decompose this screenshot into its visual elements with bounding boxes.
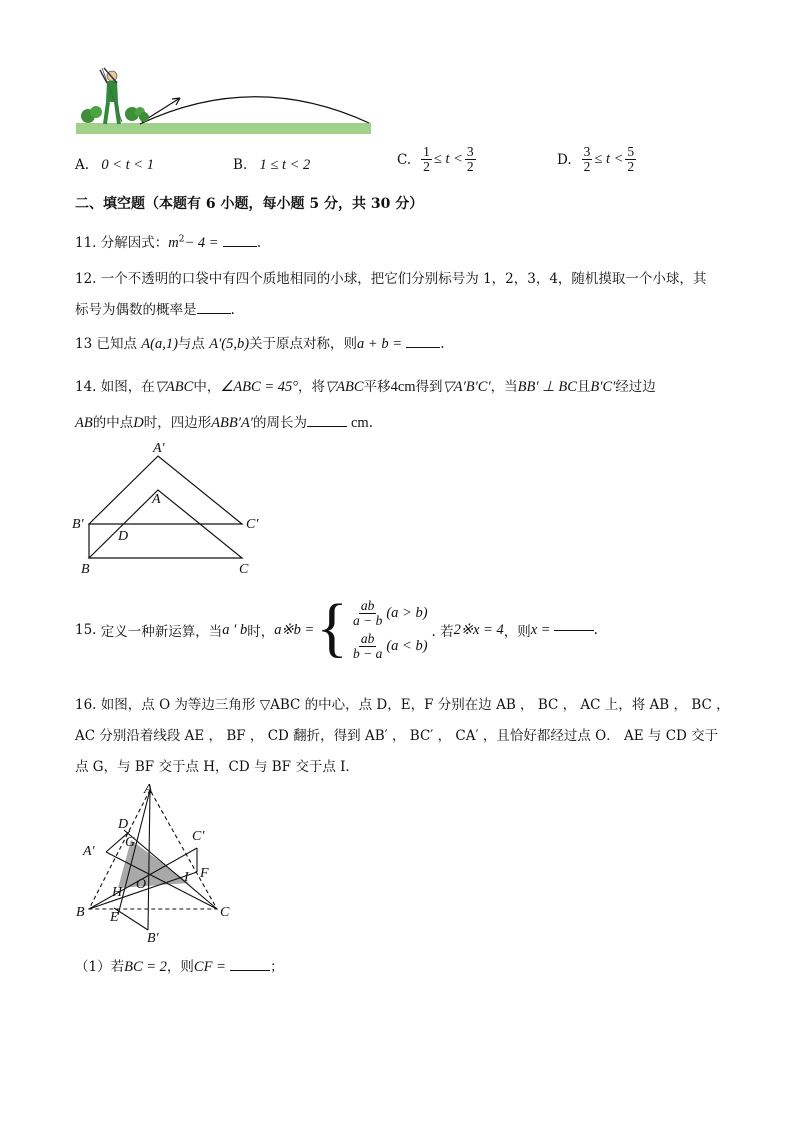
option-d-label: D. [557, 151, 572, 168]
label-G: G [125, 835, 136, 850]
label-A: A [152, 492, 161, 507]
answer-blank-15[interactable] [554, 630, 594, 631]
option-c-upper-fraction: $\frac{3}{2}$ [466, 144, 474, 175]
label-A1: A′ [153, 441, 165, 456]
label-B: B [76, 905, 85, 920]
label-C: C [220, 905, 230, 920]
piecewise-brace: { [316, 591, 348, 664]
label-C1: C′ [246, 517, 259, 532]
option-c-label: C. [397, 151, 412, 168]
question-15: 15. 定义一种新运算，当 a ′ b 时， a※b = { $\frac{ab}{a - b}$ (a > b) $\frac{ab}{b - a}$ (a < b) . 若 2※x = 4 ，则 x = . [75, 591, 598, 664]
grass-strip [76, 123, 371, 134]
section-heading: 二、填空题（本题有 6 小题，每小题 5 分，共 30 分） [75, 196, 424, 212]
label-B: B [81, 562, 90, 577]
label-H: H [112, 885, 123, 900]
option-a-label: A. [75, 157, 90, 173]
answer-blank-12[interactable] [197, 313, 231, 314]
label-C: C [239, 562, 249, 577]
label-B1: B′ [72, 517, 84, 532]
answer-blank-14[interactable] [307, 426, 347, 427]
question-14: 14. 如图，在▽ABC中，∠ABC = 45°，将▽ABC平移4cm得到▽A′B′C′，当BB′ ⊥ BC且B′C′经过边 [75, 379, 656, 395]
answer-blank-11[interactable] [223, 246, 257, 247]
option-b-expr: 1 ≤ t < 2 [259, 157, 311, 173]
label-A1: A′ [83, 844, 95, 859]
q14-figure [66, 440, 276, 580]
ball-trajectory [140, 97, 369, 124]
question-16-line2: AC 分别沿着线段 AE ， BF ， CD 翻折，得到 AB′ ， BC′ ， CA′ ，且恰好都经过点 O． AE 与 CD 交于 [75, 728, 719, 744]
label-D: D [118, 817, 129, 832]
triangle-a1b1c1 [89, 456, 242, 524]
answer-blank-16-1[interactable] [230, 970, 270, 971]
label-D: D [118, 529, 129, 544]
q16-figure [74, 780, 249, 945]
option-d [557, 145, 638, 174]
question-16-line1: 16. 如图，点 O 为等边三角形 ▽ABC 的中心，点 D，E，F 分别在边 AB ， BC ， AC 上，将 AB ， BC ， [75, 697, 730, 713]
answer-blank-13[interactable] [406, 347, 440, 348]
label-O: O [136, 877, 147, 892]
question-12-line2: 标号为偶数的概率是 . [75, 302, 235, 318]
question-16-sub1: （1）若BC = 2，则CF = ； [75, 959, 284, 975]
label-E: E [110, 910, 119, 925]
option-b [233, 157, 310, 174]
option-a-expr: 0 < t < 1 [101, 157, 154, 173]
label-C1: C′ [192, 829, 205, 844]
golf-trajectory-figure [74, 62, 374, 138]
question-16-line3: 点 G，与 BF 交于点 H，CD 与 BF 交于点 I． [75, 759, 359, 775]
question-14-line2: AB的中点D时，四边形ABB′A′的周长为 cm. [75, 415, 373, 431]
option-d-lower-fraction: $\frac{3}{2}$ [583, 144, 591, 175]
question-12: 12. 一个不透明的口袋中有四个质地相同的小球，把它们分别标号为 1，2，3，4，随机摸取一个小球，其 [75, 271, 707, 287]
golfer-icon [100, 68, 122, 124]
arrow-head-icon [172, 98, 180, 105]
segment-b1e [114, 908, 148, 930]
option-d-mid: ≤ t < [594, 151, 624, 168]
option-a [75, 157, 154, 174]
option-c-lower-fraction: $\frac{1}{2}$ [423, 144, 430, 175]
option-d-upper-fraction: $\frac{5}{2}$ [627, 144, 635, 175]
option-b-label: B. [233, 157, 248, 173]
question-11: 11. 分解因式：$m^2- 4$ = . [75, 234, 262, 251]
option-c [397, 145, 478, 174]
option-c-mid: ≤ t < [433, 151, 463, 168]
piecewise-cases: $\frac{ab}{a - b}$ (a > b) $\frac{ab}{b - a}$ (a < b) [352, 597, 428, 662]
label-A: A [144, 782, 153, 797]
label-F: F [200, 866, 209, 881]
question-13: 13 已知点 A(a,1)与点 A′(5,b)关于原点对称，则a + b = . [75, 336, 445, 352]
label-I: I [184, 870, 189, 885]
label-B1: B′ [147, 931, 159, 945]
